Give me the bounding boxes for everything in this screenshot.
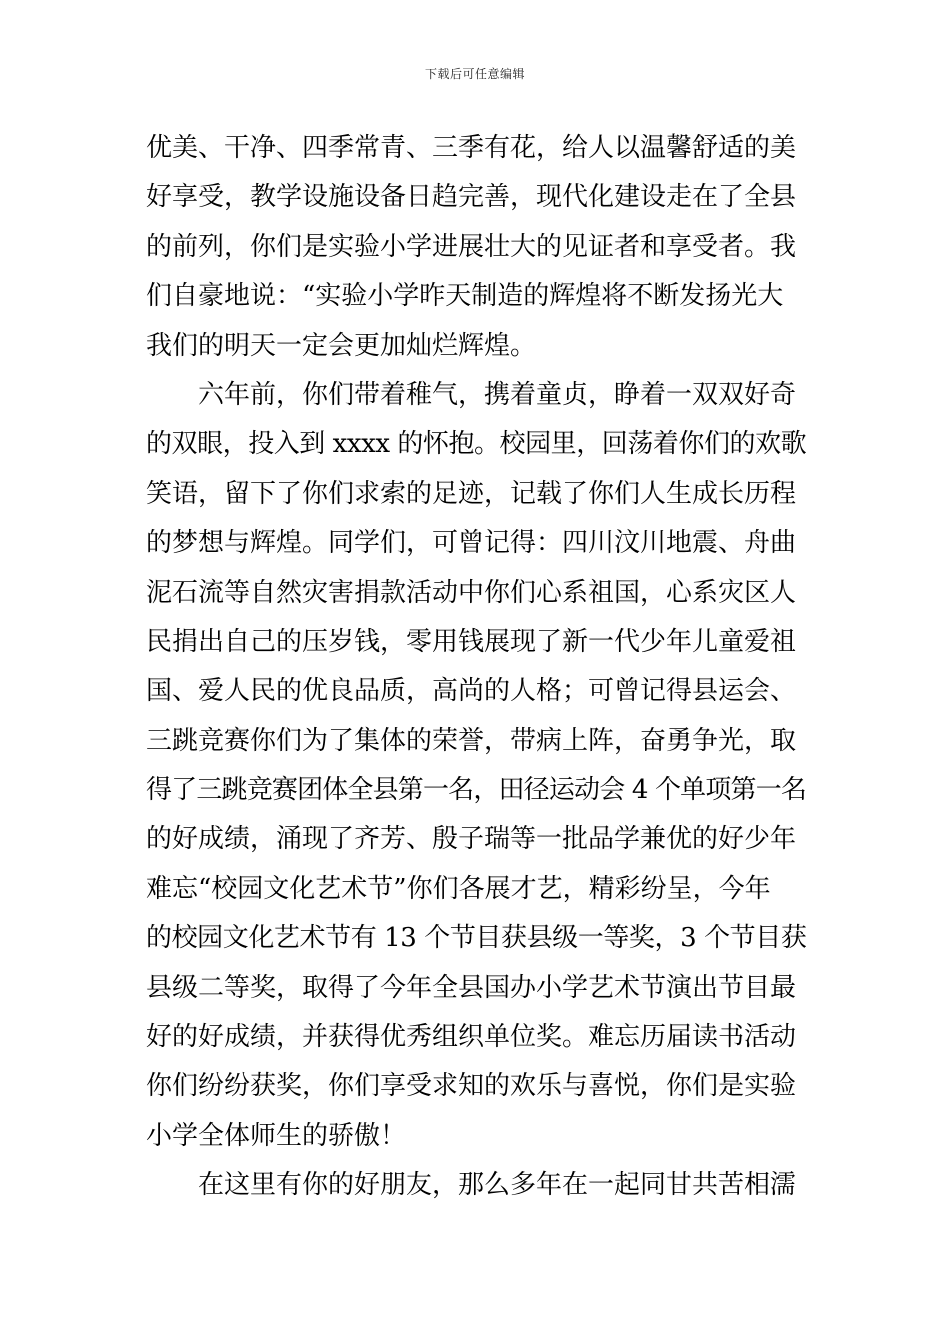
text-line: 的前列，你们是实验小学进展壮大的见证者和享受者。我 [146,231,797,262]
text-line: 的校园文化艺术节有 13 个节目获县级一等奖，3 个节目获 [146,923,806,954]
text-line: 小学全体师生的骄傲！ [146,1120,407,1151]
text-line: 县级二等奖，取得了今年全县国办小学艺术节演出节目最 [146,972,797,1003]
text-line: 得了三跳竞赛团体全县第一名，田径运动会 4 个单项第一名 [146,775,806,806]
text-line: 三跳竞赛你们为了集体的荣誉，带病上阵，奋勇争光，取 [146,725,797,756]
text-line: 们自豪地说：“实验小学昨天制造的辉煌将不断发扬光大 [146,281,784,312]
text-line: 的梦想与辉煌。同学们，可曾记得：四川汶川地震、舟曲 [146,528,797,559]
text-line: 优美、干净、四季常青、三季有花，给人以温馨舒适的美 [146,133,797,163]
text-line: 我们的明天一定会更加灿烂辉煌。 [146,330,537,361]
text-line: 六年前，你们带着稚气，携着童贞，睁着一双双好奇 [198,379,797,410]
page-header: 下载后可任意编辑 [424,67,525,81]
text-line: 泥石流等自然灾害捐款活动中你们心系祖国，心系灾区人 [146,577,797,608]
text-line: 国、爱人民的优良品质，高尚的人格；可曾记得县运会、 [146,676,797,707]
text-line: 好的好成绩，并获得优秀组织单位奖。难忘历届读书活动 [146,1022,797,1053]
text-line: 难忘“校园文化艺术节”你们各展才艺，精彩纷呈，今年 [146,873,771,904]
text-line: 的好成绩，涌现了齐芳、殷子瑞等一批品学兼优的好少年 [146,824,797,855]
text-line: 好享受，教学设施设备日趋完善，现代化建设走在了全县 [146,182,797,213]
text-line: 民捐出自己的压岁钱，零用钱展现了新一代少年儿童爱祖 [146,626,797,657]
text-line: 笑语，留下了你们求索的足迹，记载了你们人生成长历程 [146,478,797,509]
text-line: 你们纷纷获奖，你们享受求知的欢乐与喜悦，你们是实验 [146,1071,797,1102]
body-text [146,124,806,1211]
text-line: 在这里有你的好朋友，那么多年在一起同甘共苦相濡 [198,1170,797,1201]
text-line: 的双眼，投入到 xxxx 的怀抱。校园里，回荡着你们的欢歌 [146,429,806,460]
